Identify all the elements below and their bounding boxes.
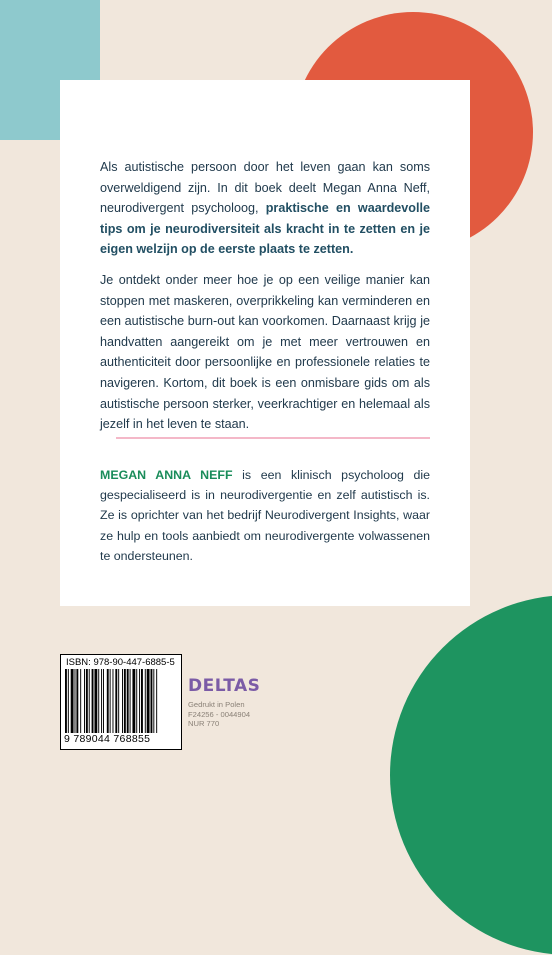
imprint-line: NUR 770 xyxy=(188,719,220,729)
divider xyxy=(116,437,430,439)
barcode-digits: 9 789044 768855 xyxy=(64,733,151,745)
author-bio xyxy=(100,465,430,566)
publisher-logo: DELTAS xyxy=(188,676,261,696)
barcode xyxy=(60,654,182,750)
imprint-line: Gedrukt in Polen xyxy=(188,700,245,709)
author-name: MEGAN ANNA NEFF xyxy=(100,468,233,482)
blurb-card xyxy=(60,80,470,606)
description-paragraph-2: Je ontdekt onder meer hoe je op een veilige manier kan stoppen met maskeren, overprikkeling kan verminderen en een autistische burn-out kan voorkomen. Daarnaast krijg je handvatten aangereikt om je met meer vertrouwen en authenticiteit door persoonlijke en professionele relaties te navigeren. Kortom, dit boek is een onmisbare gids om als autistische persoon sterker, veerkrachtiger en helemaal als jezelf in het leven te staan. xyxy=(100,273,430,432)
description-text: Als autistische persoon door het leven gaan kan soms overweldigend zijn. In dit boek deelt Megan Anna Neff, neurodivergent psycholoog, xyxy=(100,160,430,216)
description-highlight: praktische en waardevolle tips om je neurodiversiteit als kracht in te zetten en je eigen welzijn op de eerste plaats te zetten. xyxy=(100,201,430,257)
author-bio-text: is een klinisch psycholoog die gespecialiseerd is in neurodivergentie en zelf autistisch is. Ze is oprichter van het bedrijf Neurodivergent Insights, waar ze hulp en tools aanbiedt om neurodivergente volwassenen te ondersteunen. xyxy=(100,468,430,563)
imprint-line: F24256 - 0044904 xyxy=(188,709,251,719)
isbn-label: ISBN: 978-90-447-6885-5 xyxy=(66,657,175,668)
publisher-block xyxy=(188,676,260,729)
green-circle xyxy=(390,595,552,955)
description-paragraph-1 xyxy=(100,157,430,260)
barcode-bars xyxy=(65,669,179,733)
imprint xyxy=(188,700,260,729)
